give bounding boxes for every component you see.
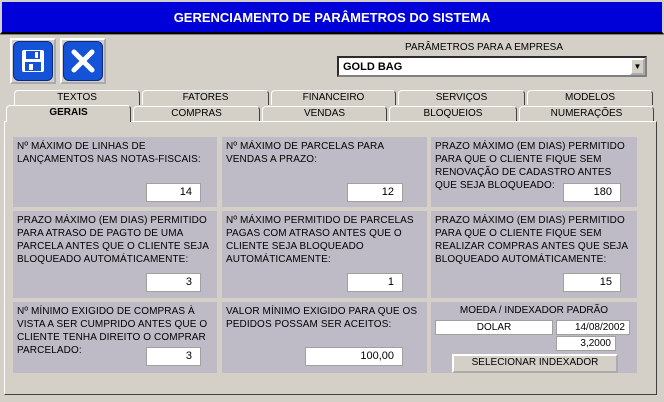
param-label: Nº MÁXIMO DE PARCELAS PARA VENDAS A PRAZO: [226,141,384,165]
max-late-installments-input[interactable]: 1 [347,273,403,292]
tab-vendas[interactable]: VENDAS [262,106,387,121]
tab-textos[interactable]: TEXTOS [14,90,140,105]
company-value: GOLD BAG [343,60,403,73]
close-x-icon [63,41,103,81]
min-cash-purchases-input[interactable]: 3 [146,347,201,366]
param-label: Nº MÁXIMO DE LINHAS DE LANÇAMENTOS NAS NOTAS-FISCAIS: [17,141,201,165]
tab-bloqueios[interactable]: BLOQUEIOS [389,106,517,121]
currency-field[interactable]: DOLAR [435,320,553,335]
tab-modelos[interactable]: MODELOS [527,90,653,105]
param-label: VALOR MÍNIMO EXIGIDO PARA QUE OS PEDIDOS POSSAM SER ACEITOS: [226,306,418,330]
floppy-disk-icon [13,41,53,81]
tab-compras[interactable]: COMPRAS [133,106,260,121]
param-label: PRAZO MÁXIMO (EM DIAS) PERMITIDO PARA QUE O CLIENTE FIQUE SEM RENOVAÇÃO DE CADASTRO ANTES QUE SEJA BLOQUEADO: [435,141,625,191]
tab-servicos[interactable]: SERVIÇOS [398,90,525,105]
tab-numeracoes[interactable]: NUMERAÇÕES [519,106,654,121]
company-label: PARÂMETROS PARA A EMPRESA [405,42,564,53]
close-button[interactable] [60,38,106,84]
max-days-renewal-input[interactable]: 180 [563,183,621,202]
param-label: PRAZO MÁXIMO (EM DIAS) PERMITIDO PARA ATRASO DE PAGTO DE UMA PARCELA ANTES QUE O CLIENTE SEJA BLOQUEADO AUTOMÁTICAMENTE: [17,215,209,265]
param-label: Nº MÍNIMO EXIGIDO DE COMPRAS À VISTA A SER CUMPRIDO ANTES QUE O CLIENTE TENHA DIREITO O COMPRAR PARCELADO: [17,306,208,356]
currency-date-field[interactable]: 14/08/2002 [556,320,630,335]
currency-group-title: MOEDA / INDEXADOR PADRÃO [459,305,609,316]
tab-fatores[interactable]: FATORES [142,90,269,105]
max-days-late-input[interactable]: 3 [146,273,201,292]
company-select[interactable] [337,56,647,77]
tab-financeiro[interactable]: FINANCEIRO [271,90,396,105]
tab-gerais[interactable]: GERAIS [6,105,131,122]
currency-rate-field[interactable]: 3,2000 [556,336,616,351]
max-days-no-purchase-input[interactable]: 15 [563,273,621,292]
max-lines-input[interactable]: 14 [146,183,201,202]
max-installments-input[interactable]: 12 [347,183,403,202]
window-title: GERENCIAMENTO DE PARÂMETROS DO SISTEMA [0,0,664,34]
param-label: PRAZO MÁXIMO (EM DIAS) PERMITIDO PARA QUE O CLIENTE FIQUE SEM REALIZAR COMPRAS ANTES QUE SEJA BLOQUEADO AUTOMÁTICAMENTE: [435,215,628,265]
save-button[interactable] [10,38,56,84]
chevron-down-icon[interactable]: ▼ [630,58,645,75]
select-indexer-button[interactable]: SELECIONAR INDEXADOR [452,354,618,373]
param-label: Nº MÁXIMO PERMITIDO DE PARCELAS PAGAS COM ATRASO ANTES QUE O CLIENTE SEJA BLOQUEADO AUTOMÁTICAMENTE: [226,215,414,265]
min-order-value-input[interactable]: 100,00 [305,347,403,366]
